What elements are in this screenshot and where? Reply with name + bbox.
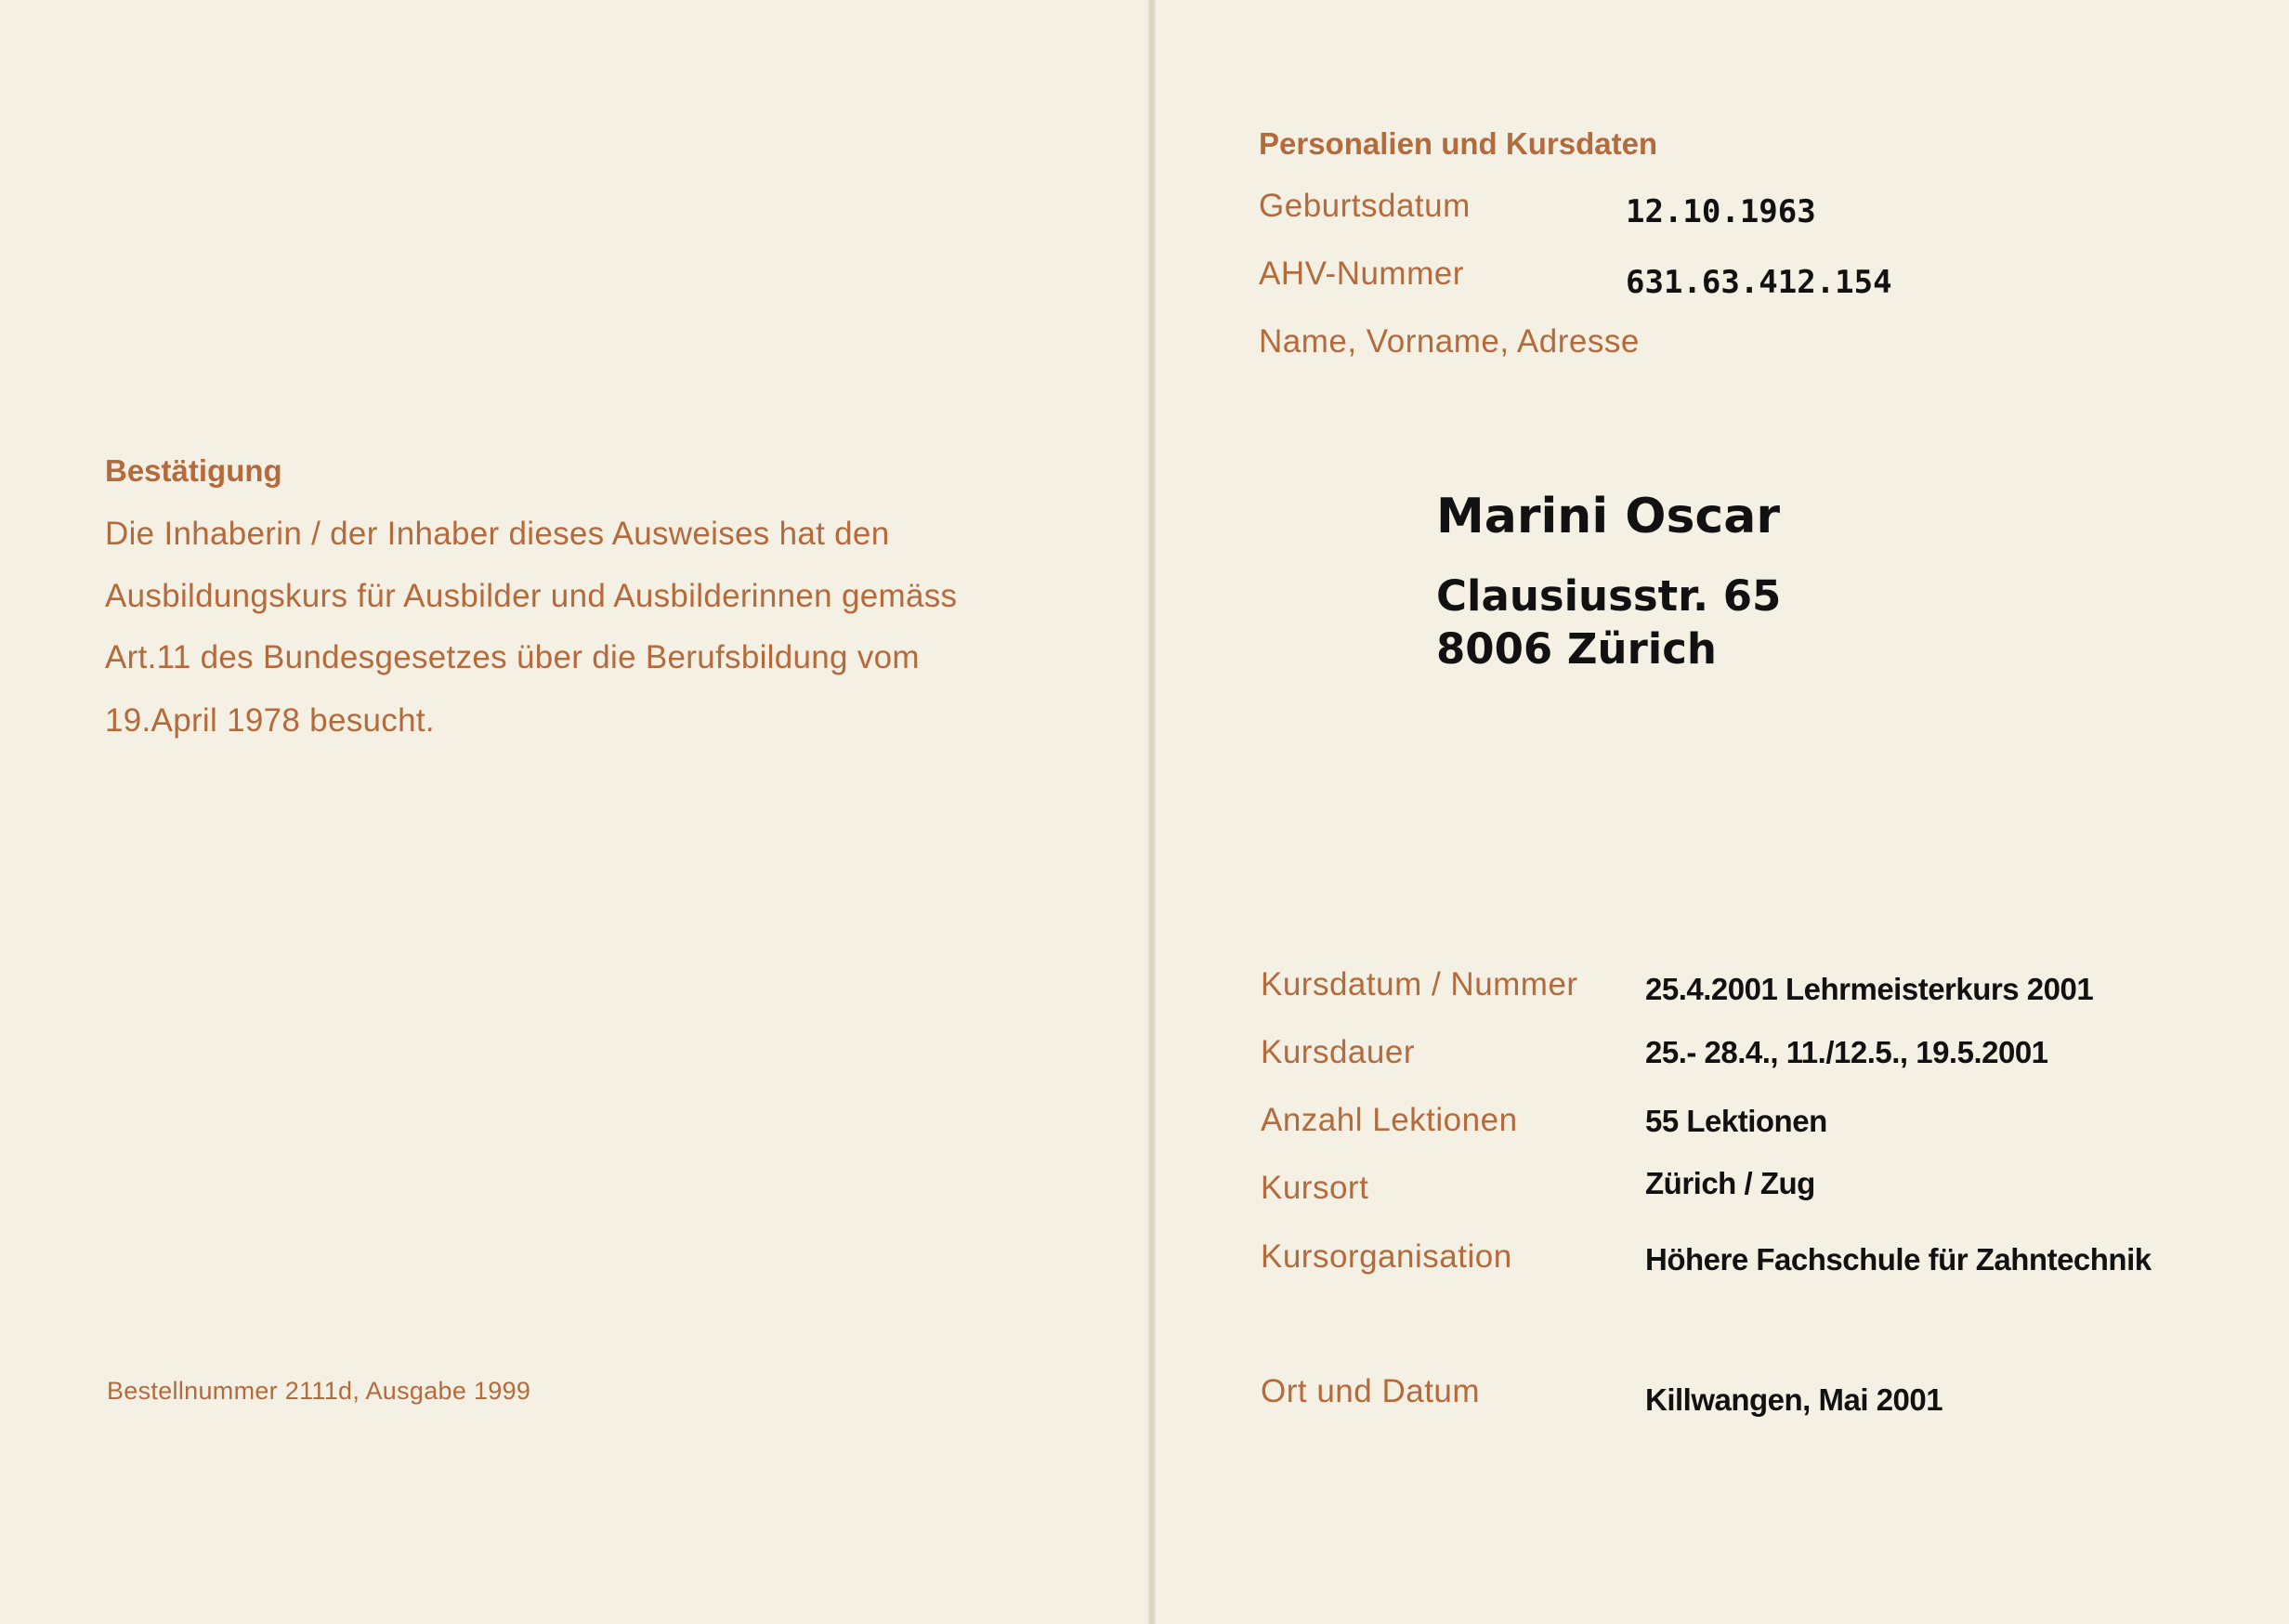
course-date-label: Kursdatum / Nummer bbox=[1261, 966, 1578, 1002]
confirmation-line-2: Ausbildungskurs für Ausbilder und Ausbilderinnen gemäss bbox=[105, 578, 958, 614]
course-location-label: Kursort bbox=[1261, 1170, 1369, 1206]
order-number-footer: Bestellnummer 2111d, Ausgabe 1999 bbox=[107, 1377, 531, 1405]
lesson-count-value: 55 Lektionen bbox=[1645, 1104, 1827, 1138]
confirmation-heading: Bestätigung bbox=[105, 453, 282, 488]
birth-date-label: Geburtsdatum bbox=[1259, 188, 1471, 224]
lesson-count-label: Anzahl Lektionen bbox=[1261, 1102, 1518, 1138]
holder-name: Marini Oscar bbox=[1436, 489, 1780, 544]
confirmation-line-1: Die Inhaberin / der Inhaber dieses Ausweises hat den bbox=[105, 516, 890, 552]
right-panel bbox=[1156, 0, 2289, 1624]
personal-data-heading: Personalien und Kursdaten bbox=[1259, 126, 1658, 161]
confirmation-line-3: Art.11 des Bundesgesetzes über die Berufsbildung vom bbox=[105, 639, 920, 675]
ahv-number-value: 631.63.412.154 bbox=[1626, 264, 1892, 301]
course-organization-label: Kursorganisation bbox=[1261, 1238, 1512, 1275]
holder-street: Clausiusstr. 65 bbox=[1436, 571, 1782, 621]
card-fold bbox=[1148, 0, 1156, 1624]
ahv-number-label: AHV-Nummer bbox=[1259, 255, 1464, 292]
birth-date-value: 12.10.1963 bbox=[1626, 193, 1816, 230]
course-organization-value: Höhere Fachschule für Zahntechnik bbox=[1645, 1242, 2152, 1277]
name-address-label: Name, Vorname, Adresse bbox=[1259, 323, 1640, 360]
place-date-label: Ort und Datum bbox=[1261, 1373, 1481, 1409]
holder-city: 8006 Zürich bbox=[1436, 624, 1717, 674]
confirmation-line-4: 19.April 1978 besucht. bbox=[105, 702, 435, 739]
course-duration-value: 25.- 28.4., 11./12.5., 19.5.2001 bbox=[1645, 1035, 2048, 1069]
course-location-value: Zürich / Zug bbox=[1645, 1166, 1815, 1200]
place-date-value: Killwangen, Mai 2001 bbox=[1645, 1382, 1943, 1417]
course-duration-label: Kursdauer bbox=[1261, 1034, 1415, 1070]
course-date-value: 25.4.2001 Lehrmeisterkurs 2001 bbox=[1645, 972, 2094, 1006]
